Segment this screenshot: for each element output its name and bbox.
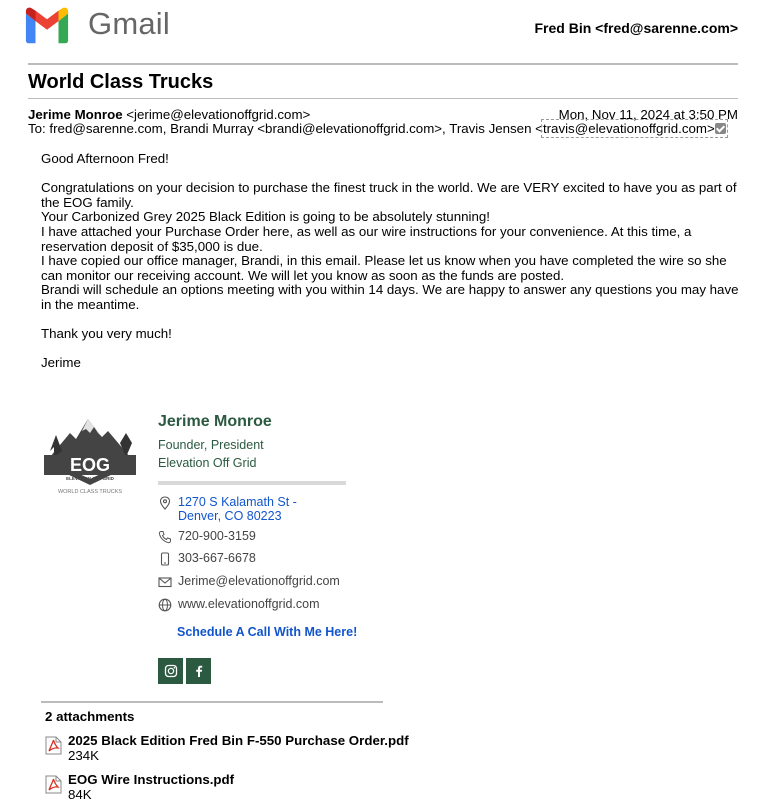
attachments-count: 2 attachments: [45, 709, 135, 724]
signature-email[interactable]: [158, 574, 340, 589]
attachment-size: 234K: [68, 748, 100, 763]
attachment-item[interactable]: [45, 772, 234, 802]
gmail-wordmark: Gmail: [88, 6, 170, 41]
eog-logo: [40, 413, 140, 497]
instagram-icon: [164, 664, 178, 678]
address-line-1: 1270 S Kalamath St -: [178, 495, 297, 509]
pdf-file-icon: [45, 736, 62, 755]
sender-name: Jerime Monroe: [28, 107, 123, 122]
address-line-2: Denver, CO 80223: [178, 509, 282, 523]
recipients-text: To: fred@sarenne.com, Brandi Murray <brandi@elevationoffgrid.com>, Travis Jensen <: [28, 121, 543, 136]
signature-mobile[interactable]: [158, 551, 256, 566]
gmail-logo-icon: [24, 5, 70, 45]
body-paragraph-5: Brandi will schedule an options meeting with you within 14 days. We are happy to answer any questions you may have in the meantime.: [41, 282, 739, 312]
location-pin-icon: [158, 496, 172, 510]
body-thanks: Thank you very much!: [41, 326, 172, 342]
email-text: Jerime@elevationoffgrid.com: [178, 574, 340, 588]
facebook-icon: [192, 664, 206, 678]
body-paragraph-2: Your Carbonized Grey 2025 Black Edition is going to be absolutely stunning!: [41, 209, 490, 225]
email-date: Mon, Nov 11, 2024 at 3:50 PM: [558, 107, 738, 122]
pdf-file-icon: [45, 775, 62, 794]
facebook-button[interactable]: [186, 658, 211, 684]
body-signoff: Jerime: [41, 355, 81, 371]
instagram-button[interactable]: [158, 658, 183, 684]
phone-text: 720-900-3159: [178, 529, 256, 543]
mobile-text: 303-667-6678: [178, 551, 256, 565]
eog-logo-band: ELEVATION OFF GRID: [66, 476, 114, 481]
mobile-phone-icon: [158, 552, 172, 566]
signature-name: Jerime Monroe: [158, 413, 272, 430]
eog-logo-text: EOG: [69, 455, 111, 475]
account-label: Fred Bin <fred@sarenne.com>: [534, 20, 738, 36]
recipient-travis-email: travis@elevationoffgrid.com>: [542, 121, 715, 136]
attachment-name[interactable]: 2025 Black Edition Fred Bin F-550 Purchase Order.pdf: [68, 733, 409, 748]
signature-company: Elevation Off Grid: [158, 456, 257, 470]
schedule-call-link[interactable]: Schedule A Call With Me Here!: [177, 625, 358, 639]
signature-website[interactable]: [158, 597, 320, 612]
attachments-divider: [41, 701, 383, 703]
website-text: www.elevationoffgrid.com: [178, 597, 320, 611]
globe-icon: [158, 598, 172, 612]
signature-divider: [158, 481, 346, 485]
subject-divider: [28, 98, 738, 99]
attachment-name[interactable]: EOG Wire Instructions.pdf: [68, 772, 235, 787]
signature-phone[interactable]: [158, 529, 256, 544]
header-divider: [28, 63, 738, 65]
signature-title: Founder, President: [158, 438, 264, 452]
body-paragraph-4: I have copied our office manager, Brandi, in this email. Please let us know when you have completed the wire so she can monitor our receiving account. We will let you know as soon as the funds are posted.: [41, 253, 727, 283]
phone-icon: [158, 530, 172, 544]
email-subject: World Class Trucks: [28, 71, 214, 93]
body-paragraph-1: Congratulations on your decision to purchase the finest truck in the world. We are VERY excited to have you as part of the EOG family.: [41, 180, 737, 210]
sender-line: [28, 107, 310, 122]
attachment-size: 84K: [68, 787, 92, 802]
signature-address[interactable]: [158, 495, 297, 523]
checkbox-icon[interactable]: [715, 123, 726, 134]
recipient-travis[interactable]: [543, 121, 726, 136]
body-greeting: Good Afternoon Fred!: [41, 151, 169, 166]
body-paragraph-3: I have attached your Purchase Order here, as well as our wire instructions for your convenience. At this time, a reservation deposit of $35,000 is due.: [41, 223, 692, 254]
attachment-item[interactable]: [45, 733, 409, 763]
sender-email[interactable]: <jerime@elevationoffgrid.com>: [126, 107, 311, 122]
email-body: [41, 152, 741, 371]
eog-logo-tagline: WORLD CLASS TRUCKS: [57, 489, 123, 495]
mail-icon: [158, 575, 172, 589]
recipients-line: [28, 121, 726, 136]
